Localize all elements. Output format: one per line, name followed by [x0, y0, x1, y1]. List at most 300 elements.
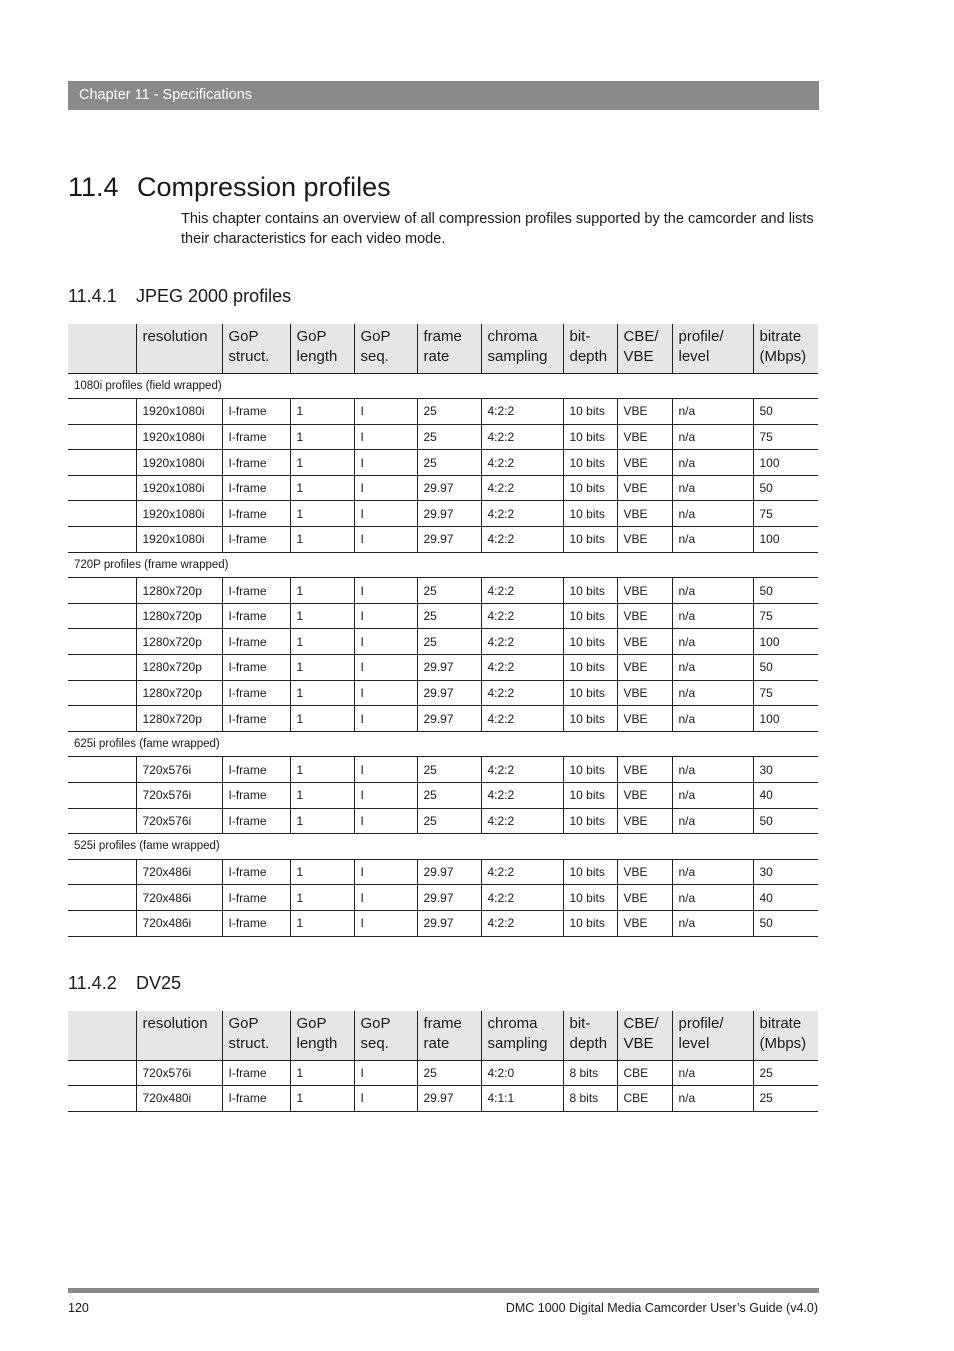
table-cell: 4:2:2 — [481, 578, 563, 604]
table-cell: 25 — [417, 629, 481, 655]
table-cell: 29.97 — [417, 706, 481, 732]
table-cell: 4:2:2 — [481, 808, 563, 834]
table-cell: VBE — [617, 424, 672, 450]
jpeg2000-title: JPEG 2000 profiles — [136, 286, 292, 306]
table-cell: I — [354, 501, 417, 527]
table-cell: 25 — [417, 450, 481, 476]
table-cell: 40 — [753, 885, 818, 911]
table-cell: 25 — [417, 603, 481, 629]
table-row — [68, 885, 818, 911]
column-header — [481, 324, 563, 373]
table-cell: n/a — [672, 783, 753, 809]
table-cell: 4:2:2 — [481, 910, 563, 936]
table-cell: I-frame — [222, 885, 290, 911]
table-cell: I-frame — [222, 399, 290, 425]
table-cell: I — [354, 1086, 417, 1112]
table-cell: I — [354, 757, 417, 783]
table-cell: 1280x720p — [136, 706, 222, 732]
table-cell: n/a — [672, 706, 753, 732]
table-cell: I-frame — [222, 808, 290, 834]
row-spacer-cell — [68, 475, 136, 501]
table-row — [68, 527, 818, 553]
table-cell: I — [354, 603, 417, 629]
column-header — [617, 1011, 672, 1060]
table-cell: VBE — [617, 527, 672, 553]
column-header-line: bit- — [569, 1015, 591, 1032]
table-cell: 100 — [753, 706, 818, 732]
table-cell: n/a — [672, 578, 753, 604]
table-cell: 1 — [290, 1086, 354, 1112]
table-cell: VBE — [617, 910, 672, 936]
table-cell: VBE — [617, 680, 672, 706]
table-cell: n/a — [672, 885, 753, 911]
row-spacer-cell — [68, 527, 136, 553]
table-cell: I — [354, 629, 417, 655]
table-cell: 4:2:2 — [481, 501, 563, 527]
table-cell: 1 — [290, 578, 354, 604]
table-cell: 1280x720p — [136, 629, 222, 655]
column-header — [563, 1011, 617, 1060]
table-cell: 4:1:1 — [481, 1086, 563, 1112]
section-number: 11.4 — [68, 172, 119, 202]
table-cell: n/a — [672, 424, 753, 450]
column-header-line: bitrate — [759, 1015, 802, 1032]
column-header — [354, 1011, 417, 1060]
footer-rule — [68, 1288, 819, 1293]
table-row — [68, 910, 818, 936]
table-cell: 720x480i — [136, 1086, 222, 1112]
page-number: 120 — [68, 1301, 89, 1315]
jpeg2000-number: 11.4.1 — [68, 286, 117, 306]
column-header-line: sampling — [487, 348, 548, 365]
jpeg2000-table — [68, 324, 818, 937]
table-cell: 25 — [417, 1060, 481, 1086]
table-cell: 29.97 — [417, 680, 481, 706]
table-cell: I — [354, 885, 417, 911]
table-cell: 10 bits — [563, 910, 617, 936]
table-cell: 10 bits — [563, 706, 617, 732]
table-cell: n/a — [672, 910, 753, 936]
table-cell: 720x576i — [136, 783, 222, 809]
table-cell: 4:2:2 — [481, 629, 563, 655]
table-cell: 720x486i — [136, 910, 222, 936]
table-cell: n/a — [672, 1086, 753, 1112]
table-cell: 720x486i — [136, 859, 222, 885]
table-cell: I-frame — [222, 783, 290, 809]
table-cell: 29.97 — [417, 655, 481, 681]
column-header-line: resolution — [142, 328, 208, 345]
table-cell: 720x576i — [136, 808, 222, 834]
table-cell: I-frame — [222, 859, 290, 885]
table-cell: 50 — [753, 910, 818, 936]
table-cell: I — [354, 475, 417, 501]
table-cell: VBE — [617, 399, 672, 425]
table-cell: 1 — [290, 783, 354, 809]
table-cell: 50 — [753, 399, 818, 425]
table-cell: 75 — [753, 603, 818, 629]
table-cell: 29.97 — [417, 910, 481, 936]
column-header-line: GoP — [228, 328, 259, 345]
column-header-line: GoP — [296, 328, 327, 345]
table-row — [68, 578, 818, 604]
table-cell: 4:2:2 — [481, 655, 563, 681]
section-intro: This chapter contains an overview of all compression profiles supported by the camcorder and lists their characteristics for each video mode. — [181, 211, 814, 247]
table-cell: 10 bits — [563, 655, 617, 681]
table-cell: 1280x720p — [136, 655, 222, 681]
table-cell: 100 — [753, 629, 818, 655]
column-header — [222, 324, 290, 373]
table-cell: I-frame — [222, 706, 290, 732]
table-cell: 1920x1080i — [136, 475, 222, 501]
table-cell: I — [354, 706, 417, 732]
table-cell: 40 — [753, 783, 818, 809]
table-cell: 50 — [753, 808, 818, 834]
table-cell: 1920x1080i — [136, 450, 222, 476]
column-header-line: frame — [423, 328, 462, 345]
row-spacer-cell — [68, 1060, 136, 1086]
table-cell: n/a — [672, 629, 753, 655]
table-cell: I — [354, 1060, 417, 1086]
table-cell: I — [354, 399, 417, 425]
table-cell: I-frame — [222, 1060, 290, 1086]
table-cell: VBE — [617, 885, 672, 911]
table-cell: I-frame — [222, 501, 290, 527]
table-cell: 4:2:2 — [481, 603, 563, 629]
table-row — [68, 399, 818, 425]
table-cell: n/a — [672, 808, 753, 834]
column-header-line: struct. — [228, 1035, 270, 1052]
row-spacer-cell — [68, 680, 136, 706]
group-label: 1080i profiles (field wrapped) — [68, 373, 818, 399]
table-cell: 30 — [753, 859, 818, 885]
table-row — [68, 424, 818, 450]
group-row — [68, 373, 818, 399]
table-cell: 1920x1080i — [136, 399, 222, 425]
column-header-line: seq. — [360, 348, 389, 365]
dv25-number: 11.4.2 — [68, 973, 117, 993]
dv25-heading — [68, 973, 181, 994]
table-cell: I — [354, 783, 417, 809]
table-header-row — [68, 324, 818, 373]
row-spacer-cell — [68, 603, 136, 629]
table-cell: 4:2:2 — [481, 783, 563, 809]
table-cell: VBE — [617, 706, 672, 732]
table-cell: VBE — [617, 501, 672, 527]
table-cell: I — [354, 910, 417, 936]
table-cell: 10 bits — [563, 527, 617, 553]
table-row — [68, 501, 818, 527]
column-header — [617, 324, 672, 373]
group-label: 720P profiles (frame wrapped) — [68, 552, 818, 578]
table-cell: 4:2:2 — [481, 475, 563, 501]
table-cell: 4:2:2 — [481, 527, 563, 553]
table-cell: 4:2:2 — [481, 424, 563, 450]
row-spacer-cell — [68, 808, 136, 834]
column-header-line: profile/ — [678, 1015, 724, 1032]
column-header — [417, 1011, 481, 1060]
table-cell: I-frame — [222, 1086, 290, 1112]
column-header-line: (Mbps) — [759, 348, 807, 365]
column-header-line: chroma — [487, 1015, 538, 1032]
table-cell: I — [354, 680, 417, 706]
table-cell: 10 bits — [563, 501, 617, 527]
row-spacer-cell — [68, 706, 136, 732]
row-spacer-cell — [68, 885, 136, 911]
table-cell: I — [354, 450, 417, 476]
column-header-line: CBE/ — [623, 1015, 659, 1032]
table-cell: I-frame — [222, 603, 290, 629]
table-row — [68, 1060, 818, 1086]
column-header-line: GoP — [228, 1015, 259, 1032]
table-cell: 75 — [753, 501, 818, 527]
document-title: DMC 1000 Digital Media Camcorder User’s Guide (v4.0) — [505, 1301, 818, 1315]
row-spacer-cell — [68, 757, 136, 783]
jpeg2000-heading — [68, 286, 291, 307]
row-spacer-cell — [68, 501, 136, 527]
table-cell: 1 — [290, 475, 354, 501]
table-cell: I-frame — [222, 910, 290, 936]
row-spacer-cell — [68, 783, 136, 809]
table-cell: I-frame — [222, 578, 290, 604]
column-header-line: resolution — [142, 1015, 208, 1032]
column-header-line: length — [296, 1035, 338, 1052]
table-cell: VBE — [617, 808, 672, 834]
table-cell: 8 bits — [563, 1086, 617, 1112]
column-header-line: profile/ — [678, 328, 724, 345]
table-cell: 25 — [753, 1060, 818, 1086]
table-cell: 75 — [753, 424, 818, 450]
column-header-line: depth — [569, 1035, 608, 1052]
table-cell: 10 bits — [563, 424, 617, 450]
table-cell: 50 — [753, 475, 818, 501]
table-cell: n/a — [672, 603, 753, 629]
row-spacer-cell — [68, 399, 136, 425]
table-cell: CBE — [617, 1086, 672, 1112]
table-cell: 29.97 — [417, 1086, 481, 1112]
table-cell: VBE — [617, 757, 672, 783]
column-header-line: bitrate — [759, 328, 802, 345]
table-cell: 4:2:2 — [481, 757, 563, 783]
column-header-line: (Mbps) — [759, 1035, 807, 1052]
table-cell: 1280x720p — [136, 680, 222, 706]
table-row — [68, 706, 818, 732]
table-cell: I-frame — [222, 757, 290, 783]
table-cell: n/a — [672, 1060, 753, 1086]
column-header — [417, 324, 481, 373]
column-header — [481, 1011, 563, 1060]
table-cell: 1920x1080i — [136, 424, 222, 450]
table-cell: 1 — [290, 706, 354, 732]
table-cell: n/a — [672, 399, 753, 425]
table-cell: 1 — [290, 910, 354, 936]
table-cell: 25 — [417, 783, 481, 809]
table-cell: 4:2:2 — [481, 680, 563, 706]
table-row — [68, 475, 818, 501]
table-cell: n/a — [672, 859, 753, 885]
table-cell: I — [354, 527, 417, 553]
group-row — [68, 834, 818, 860]
column-header — [136, 324, 222, 373]
table-cell: n/a — [672, 527, 753, 553]
table-cell: 10 bits — [563, 399, 617, 425]
column-header — [136, 1011, 222, 1060]
column-header-line: VBE — [623, 348, 654, 365]
table-cell: 29.97 — [417, 501, 481, 527]
table-cell: 1 — [290, 680, 354, 706]
table-cell: 1 — [290, 527, 354, 553]
table-cell: VBE — [617, 655, 672, 681]
column-header-line: rate — [423, 348, 450, 365]
table-cell: 1280x720p — [136, 603, 222, 629]
group-row — [68, 731, 818, 757]
table-cell: I-frame — [222, 424, 290, 450]
table-row — [68, 757, 818, 783]
table-cell: 29.97 — [417, 527, 481, 553]
table-cell: 100 — [753, 527, 818, 553]
column-header-line: GoP — [360, 328, 391, 345]
column-header — [753, 324, 818, 373]
table-cell: 10 bits — [563, 578, 617, 604]
table-cell: 1 — [290, 424, 354, 450]
column-header — [354, 324, 417, 373]
table-row — [68, 1086, 818, 1112]
column-header-line: GoP — [296, 1015, 327, 1032]
column-header — [290, 324, 354, 373]
table-cell: I — [354, 578, 417, 604]
column-header — [290, 1011, 354, 1060]
table-cell: 10 bits — [563, 629, 617, 655]
column-header — [68, 1011, 136, 1060]
group-label: 625i profiles (fame wrapped) — [68, 731, 818, 757]
table-cell: VBE — [617, 603, 672, 629]
table-cell: 25 — [417, 578, 481, 604]
table-cell: 1 — [290, 808, 354, 834]
table-row — [68, 680, 818, 706]
section-title: Compression profiles — [137, 172, 391, 202]
row-spacer-cell — [68, 859, 136, 885]
table-cell: 1 — [290, 629, 354, 655]
row-spacer-cell — [68, 910, 136, 936]
row-spacer-cell — [68, 629, 136, 655]
table-cell: 29.97 — [417, 859, 481, 885]
group-label: 525i profiles (fame wrapped) — [68, 834, 818, 860]
column-header — [672, 1011, 753, 1060]
table-cell: 75 — [753, 680, 818, 706]
table-cell: 10 bits — [563, 808, 617, 834]
table-cell: 25 — [417, 424, 481, 450]
table-cell: CBE — [617, 1060, 672, 1086]
table-cell: 10 bits — [563, 603, 617, 629]
table-cell: 50 — [753, 578, 818, 604]
table-cell: n/a — [672, 655, 753, 681]
column-header-line: depth — [569, 348, 608, 365]
column-header-line: length — [296, 348, 338, 365]
table-cell: VBE — [617, 859, 672, 885]
table-cell: 1 — [290, 757, 354, 783]
table-cell: VBE — [617, 450, 672, 476]
table-cell: I-frame — [222, 680, 290, 706]
table-cell: 8 bits — [563, 1060, 617, 1086]
table-row — [68, 629, 818, 655]
table-cell: 1 — [290, 399, 354, 425]
table-cell: 29.97 — [417, 885, 481, 911]
chapter-header — [68, 81, 819, 110]
table-cell: 4:2:2 — [481, 859, 563, 885]
table-row — [68, 450, 818, 476]
table-row — [68, 808, 818, 834]
column-header — [563, 324, 617, 373]
column-header — [222, 1011, 290, 1060]
table-cell: n/a — [672, 680, 753, 706]
column-header-line: sampling — [487, 1035, 548, 1052]
table-cell: VBE — [617, 578, 672, 604]
table-cell: 10 bits — [563, 885, 617, 911]
column-header-line: VBE — [623, 1035, 654, 1052]
column-header — [672, 324, 753, 373]
table-cell: 10 bits — [563, 680, 617, 706]
column-header-line: chroma — [487, 328, 538, 345]
table-cell: 10 bits — [563, 859, 617, 885]
table-cell: 1 — [290, 885, 354, 911]
column-header-line: frame — [423, 1015, 462, 1032]
table-cell: I — [354, 424, 417, 450]
table-cell: 1280x720p — [136, 578, 222, 604]
table-cell: I-frame — [222, 527, 290, 553]
table-cell: VBE — [617, 629, 672, 655]
table-cell: 25 — [417, 757, 481, 783]
table-cell: 1 — [290, 1060, 354, 1086]
table-cell: 4:2:2 — [481, 706, 563, 732]
row-spacer-cell — [68, 578, 136, 604]
row-spacer-cell — [68, 1086, 136, 1112]
table-row — [68, 603, 818, 629]
column-header-line: level — [678, 348, 710, 365]
column-header-line: CBE/ — [623, 328, 659, 345]
table-cell: I — [354, 859, 417, 885]
dv25-title: DV25 — [136, 973, 182, 993]
column-header-line: rate — [423, 1035, 450, 1052]
table-cell: 29.97 — [417, 475, 481, 501]
table-cell: I-frame — [222, 655, 290, 681]
column-header-line: seq. — [360, 1035, 389, 1052]
table-cell: 25 — [417, 399, 481, 425]
table-cell: 1 — [290, 501, 354, 527]
table-cell: 720x576i — [136, 1060, 222, 1086]
table-cell: n/a — [672, 501, 753, 527]
table-cell: 1920x1080i — [136, 527, 222, 553]
column-header — [68, 324, 136, 373]
table-cell: 10 bits — [563, 783, 617, 809]
row-spacer-cell — [68, 450, 136, 476]
table-cell: 4:2:0 — [481, 1060, 563, 1086]
table-cell: VBE — [617, 783, 672, 809]
table-cell: I-frame — [222, 450, 290, 476]
table-cell: 1920x1080i — [136, 501, 222, 527]
row-spacer-cell — [68, 655, 136, 681]
table-cell: 720x486i — [136, 885, 222, 911]
column-header — [753, 1011, 818, 1060]
column-header-line: level — [678, 1035, 710, 1052]
section-heading — [68, 172, 391, 203]
table-cell: 4:2:2 — [481, 399, 563, 425]
table-header-row — [68, 1011, 818, 1060]
table-cell: 25 — [753, 1086, 818, 1112]
group-row — [68, 552, 818, 578]
table-cell: n/a — [672, 475, 753, 501]
column-header-line: bit- — [569, 328, 591, 345]
table-cell: 25 — [417, 808, 481, 834]
table-cell: 10 bits — [563, 450, 617, 476]
